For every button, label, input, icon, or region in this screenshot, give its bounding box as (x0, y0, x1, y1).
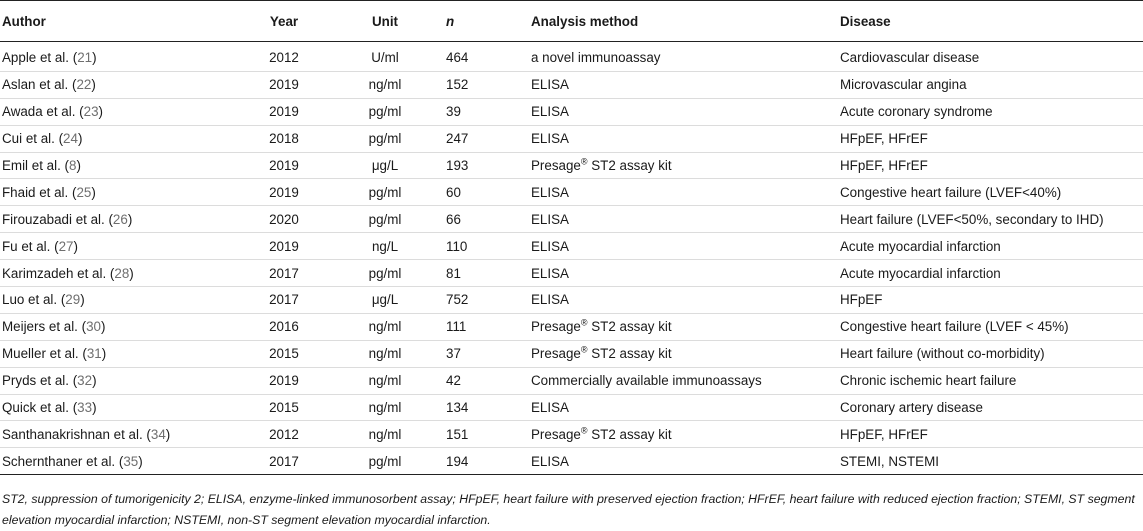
author-name: Cui et al. (2, 131, 55, 147)
table-row (0, 448, 1143, 475)
cell-author: Fu et al. (27) (0, 233, 242, 260)
cell-unit: ng/ml (324, 313, 444, 340)
registered-mark: ® (580, 344, 588, 355)
reference-link[interactable]: 32 (77, 373, 93, 389)
cell-method (529, 287, 838, 314)
header-row (0, 1, 1143, 42)
cell-n: 247 (444, 125, 529, 152)
cell-author: Pryds et al. (32) (0, 367, 242, 394)
cell-unit: μg/L (324, 287, 444, 314)
cell-method (529, 448, 838, 475)
cell-year: 2015 (242, 394, 324, 421)
cell-unit: ng/ml (324, 71, 444, 98)
cell-method (529, 367, 838, 394)
cell-n: 66 (444, 206, 529, 233)
method-text: Presage (531, 319, 581, 335)
cell-unit: pg/ml (324, 179, 444, 206)
cell-year: 2019 (242, 367, 324, 394)
column-header-unit: Unit (324, 1, 444, 42)
author-name: Quick et al. (2, 400, 69, 416)
column-header-disease: Disease (838, 1, 1143, 42)
cell-year: 2017 (242, 448, 324, 475)
method-text: ELISA (531, 77, 569, 93)
author-name: Fu et al. (2, 238, 51, 254)
cell-n: 151 (444, 421, 529, 448)
cell-disease: Chronic ischemic heart failure (838, 367, 1143, 394)
reference-link[interactable]: 33 (77, 400, 93, 416)
author-name: Luo et al. (2, 292, 58, 308)
cell-n: 134 (444, 394, 529, 421)
cell-unit: ng/ml (324, 394, 444, 421)
cell-n: 152 (444, 71, 529, 98)
cell-year: 2012 (242, 421, 324, 448)
cell-year: 2019 (242, 152, 324, 179)
cell-method (529, 206, 838, 233)
table-row (0, 42, 1143, 72)
method-text: ELISA (531, 292, 569, 308)
method-text: ELISA (531, 104, 569, 120)
cell-unit: ng/ml (324, 340, 444, 367)
column-header-n: n (444, 1, 529, 42)
cell-n: 111 (444, 313, 529, 340)
cell-year: 2019 (242, 98, 324, 125)
cell-disease: HFpEF, HFrEF (838, 152, 1143, 179)
method-text: Commercially available immunoassays (531, 373, 762, 389)
cell-disease: Cardiovascular disease (838, 42, 1143, 72)
reference-link[interactable]: 21 (77, 50, 93, 66)
cell-method (529, 233, 838, 260)
method-tail: ST2 assay kit (587, 346, 672, 362)
cell-n: 42 (444, 367, 529, 394)
cell-method (529, 260, 838, 287)
table-row (0, 152, 1143, 179)
cell-method (529, 313, 838, 340)
cell-year: 2017 (242, 287, 324, 314)
cell-disease: Acute coronary syndrome (838, 98, 1143, 125)
reference-link[interactable]: 8 (68, 158, 77, 173)
table-row (0, 98, 1143, 125)
cell-disease: HFpEF, HFrEF (838, 125, 1143, 152)
cell-n: 752 (444, 287, 529, 314)
cell-method (529, 421, 838, 448)
cell-year: 2017 (242, 260, 324, 287)
author-name: Karimzadeh et al. (2, 265, 107, 281)
cell-author: Fhaid et al. (25) (0, 179, 242, 206)
cell-disease: Acute myocardial infarction (838, 260, 1143, 287)
method-text: Presage (531, 158, 581, 173)
author-name: Mueller et al. (2, 346, 79, 362)
reference-link[interactable]: 30 (86, 319, 101, 335)
reference-link[interactable]: 27 (58, 238, 74, 254)
cell-n: 60 (444, 179, 529, 206)
method-text: ELISA (531, 238, 569, 254)
cell-unit: U/ml (324, 42, 444, 72)
author-name: Awada et al. (2, 104, 76, 120)
reference-link[interactable]: 23 (83, 104, 99, 120)
cell-year: 2019 (242, 233, 324, 260)
table-row (0, 71, 1143, 98)
method-text: ELISA (531, 453, 569, 469)
cell-unit: ng/L (324, 233, 444, 260)
cell-author: Luo et al. (29) (0, 287, 242, 314)
cell-disease: STEMI, NSTEMI (838, 448, 1143, 475)
cell-n: 81 (444, 260, 529, 287)
table-row (0, 313, 1143, 340)
cell-method (529, 394, 838, 421)
cell-disease: Heart failure (LVEF<50%, secondary to IHD) (838, 206, 1143, 233)
cell-unit: pg/ml (324, 125, 444, 152)
table-row (0, 206, 1143, 233)
cell-unit: ng/ml (324, 421, 444, 448)
cell-year: 2019 (242, 179, 324, 206)
table-row (0, 421, 1143, 448)
cell-disease: Microvascular angina (838, 71, 1143, 98)
table-row (0, 287, 1143, 314)
table-body (0, 42, 1143, 475)
cell-method (529, 179, 838, 206)
cell-author: Aslan et al. (22) (0, 71, 242, 98)
author-name: Pryds et al. (2, 373, 69, 389)
cell-n: 464 (444, 42, 529, 72)
column-header-author: Author (0, 1, 242, 42)
method-text: a novel immunoassay (531, 50, 661, 66)
column-header-method: Analysis method (529, 1, 838, 42)
registered-mark: ® (580, 425, 588, 436)
cell-n: 37 (444, 340, 529, 367)
method-text: Presage (531, 346, 581, 362)
method-text: ELISA (531, 265, 569, 281)
cell-method (529, 152, 838, 179)
cell-disease: Congestive heart failure (LVEF < 45%) (838, 313, 1143, 340)
method-text: ELISA (531, 400, 569, 416)
cell-n: 194 (444, 448, 529, 475)
cell-unit: pg/ml (324, 206, 444, 233)
cell-year: 2016 (242, 313, 324, 340)
cell-disease: HFpEF, HFrEF (838, 421, 1143, 448)
author-name: Schernthaner et al. (2, 453, 116, 469)
cell-unit: μg/L (324, 152, 444, 179)
table-row (0, 260, 1143, 287)
table-row (0, 340, 1143, 367)
cell-author: Cui et al. (24) (0, 125, 242, 152)
author-name: Fhaid et al. (2, 184, 69, 200)
cell-author: Meijers et al. (30) (0, 313, 242, 340)
cell-n: 193 (444, 152, 529, 179)
cell-disease: Coronary artery disease (838, 394, 1143, 421)
method-tail: ST2 assay kit (587, 426, 672, 442)
reference-link[interactable]: 25 (76, 184, 92, 200)
author-name: Aslan et al. (2, 77, 69, 93)
cell-disease: Heart failure (without co-morbidity) (838, 340, 1143, 367)
table-row (0, 394, 1143, 421)
cell-year: 2020 (242, 206, 324, 233)
reference-link[interactable]: 28 (114, 265, 130, 281)
cell-method (529, 98, 838, 125)
cell-disease: Congestive heart failure (LVEF<40%) (838, 179, 1143, 206)
method-tail: ST2 assay kit (587, 319, 672, 335)
table-row (0, 179, 1143, 206)
cell-year: 2019 (242, 71, 324, 98)
author-name: Santhanakrishnan et al. (2, 426, 143, 442)
reference-link[interactable]: 34 (150, 426, 166, 442)
cell-n: 110 (444, 233, 529, 260)
cell-author: Schernthaner et al. (35) (0, 448, 242, 475)
author-name: Apple et al. (2, 50, 69, 66)
reference-link[interactable]: 24 (63, 131, 78, 147)
cell-unit: ng/ml (324, 367, 444, 394)
cell-n: 39 (444, 98, 529, 125)
cell-year: 2012 (242, 42, 324, 72)
cell-year: 2018 (242, 125, 324, 152)
reference-link[interactable]: 31 (86, 346, 102, 362)
registered-mark: ® (580, 156, 588, 167)
cell-author: Quick et al. (33) (0, 394, 242, 421)
cell-author: Emil et al. (8) (0, 152, 242, 179)
method-text: ELISA (531, 131, 569, 147)
method-tail: ST2 assay kit (587, 158, 672, 173)
cell-method (529, 71, 838, 98)
cell-year: 2015 (242, 340, 324, 367)
author-name: Emil et al. (2, 158, 61, 173)
cell-unit: pg/ml (324, 98, 444, 125)
author-name: Meijers et al. (2, 319, 78, 335)
table-row (0, 367, 1143, 394)
reference-link[interactable]: 22 (76, 77, 92, 93)
table-row (0, 125, 1143, 152)
reference-link[interactable]: 29 (65, 292, 81, 308)
cell-author: Karimzadeh et al. (28) (0, 260, 242, 287)
cell-author: Awada et al. (23) (0, 98, 242, 125)
cell-disease: Acute myocardial infarction (838, 233, 1143, 260)
cell-author: Mueller et al. (31) (0, 340, 242, 367)
cell-method (529, 42, 838, 72)
method-text: Presage (531, 426, 581, 442)
method-text: ELISA (531, 184, 569, 200)
reference-link[interactable]: 35 (123, 453, 139, 469)
cell-author: Santhanakrishnan et al. (34) (0, 421, 242, 448)
table-footnote: ST2, suppression of tumorigenicity 2; ELISA, enzyme-linked immunosorbent assay; HFpEF, heart failure with preserved ejection fraction; HFrEF, heart failure with reduced ejection fraction; STEMI, ST segment elevation myocardial infarction; NSTEMI, non-ST segment elevation myocardial infarction. (2, 492, 1135, 527)
method-text: ELISA (531, 211, 569, 227)
cell-author: Apple et al. (21) (0, 42, 242, 72)
cell-method (529, 125, 838, 152)
cell-unit: pg/ml (324, 448, 444, 475)
table-row (0, 233, 1143, 260)
cell-method (529, 340, 838, 367)
cell-disease: HFpEF (838, 287, 1143, 314)
registered-mark: ® (580, 317, 588, 328)
column-header-year: Year (242, 1, 324, 42)
cell-unit: pg/ml (324, 260, 444, 287)
cell-author: Firouzabadi et al. (26) (0, 206, 242, 233)
reference-link[interactable]: 26 (112, 211, 128, 227)
author-name: Firouzabadi et al. (2, 211, 105, 227)
